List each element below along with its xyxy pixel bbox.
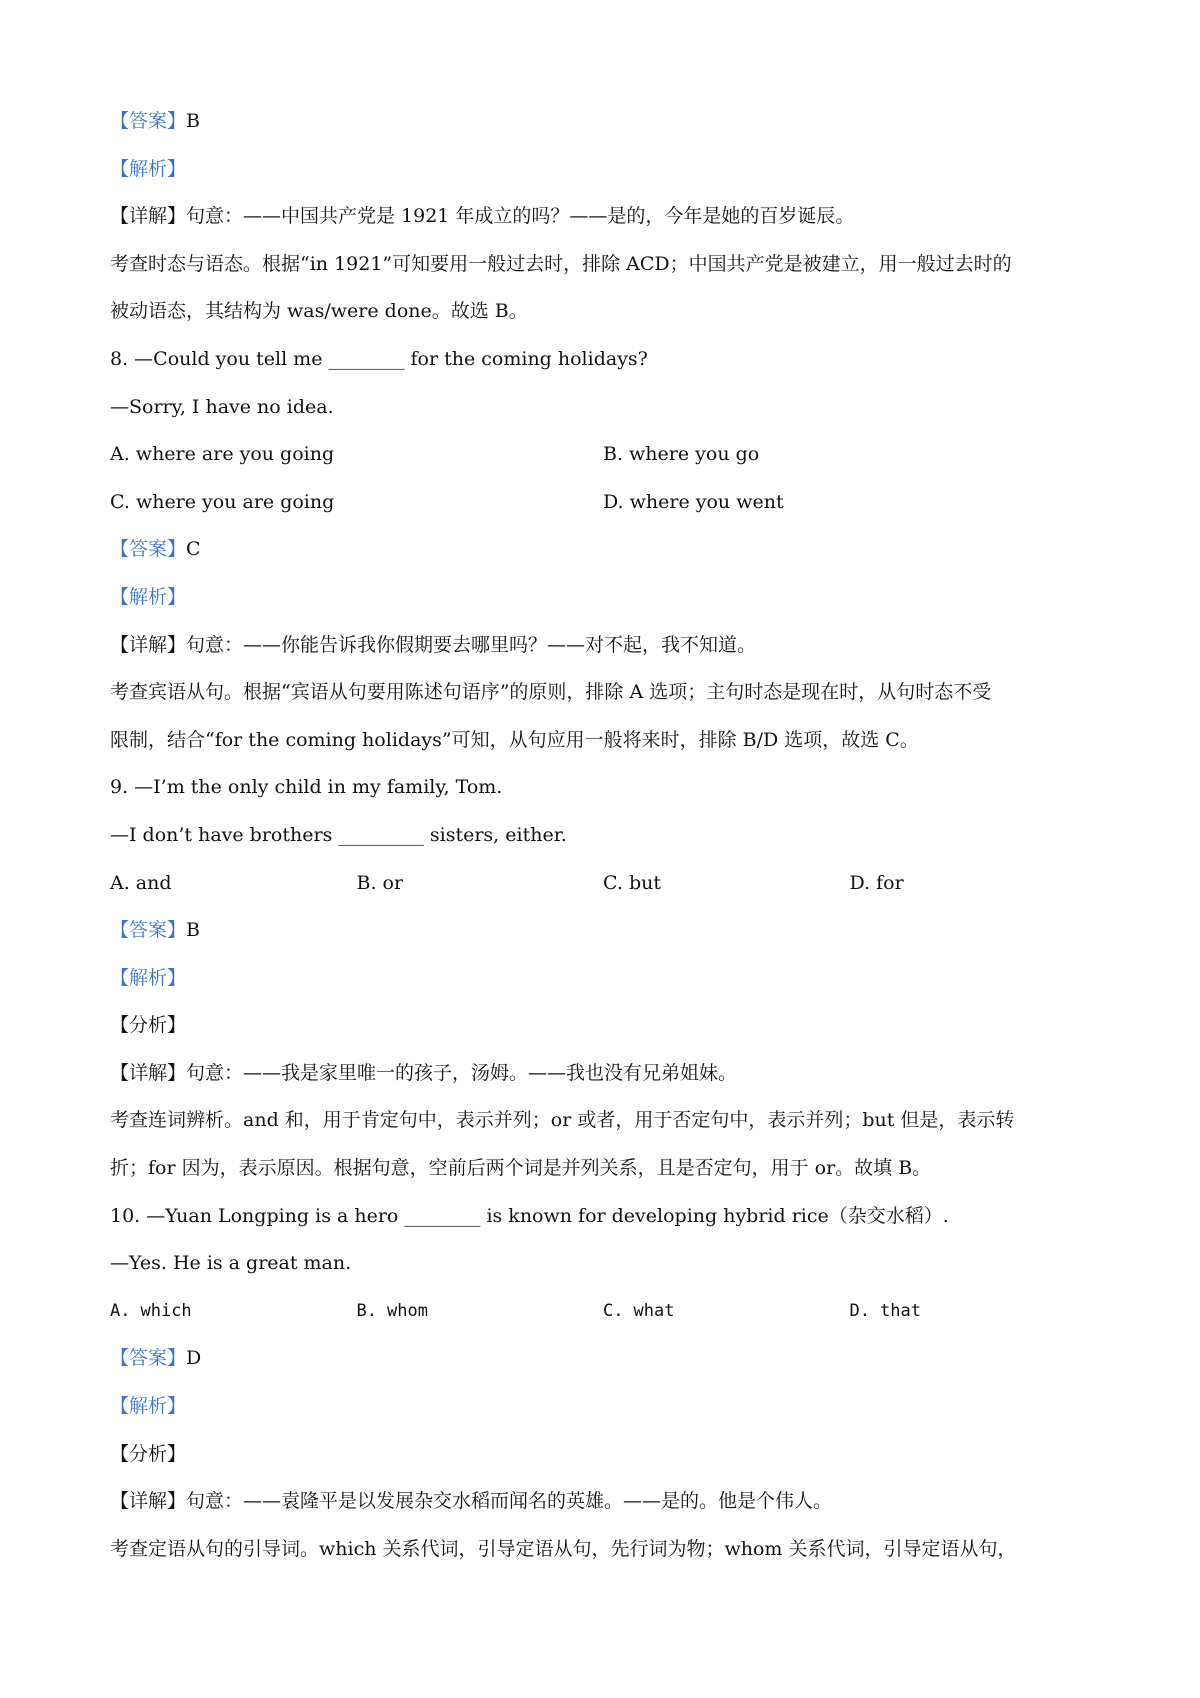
analysis-tag-line <box>110 955 1100 1003</box>
answer-value: C <box>186 538 201 561</box>
options-row <box>110 860 1100 908</box>
answer-value: B <box>186 110 200 132</box>
answer-tag: 【答案】 <box>110 919 187 942</box>
option-item: B. or <box>356 871 404 894</box>
answer-tag: 【答案】 <box>110 538 187 561</box>
option-word: that <box>879 1300 921 1321</box>
answer-tag: 【答案】 <box>110 110 187 132</box>
document-line: 考查连词辨析。and 和，用于肯定句中，表示并列；or 或者，用于否定句中，表示并列；but 但是，表示转 <box>110 1109 1015 1132</box>
document-line: 【详解】句意：——你能告诉我你假期要去哪里吗？——对不起，我不知道。 <box>110 633 757 656</box>
options-row <box>110 431 1100 479</box>
option-letter: D. <box>849 1300 870 1321</box>
analysis-tag-line <box>110 1383 1100 1431</box>
answer-line <box>110 1335 1100 1383</box>
option-item <box>850 1288 1097 1336</box>
document-line: 考查定语从句的引导词。which 关系代词，引导定语从句，先行词为物；whom 关系代词，引导定语从句， <box>110 1537 1017 1560</box>
option-item <box>110 1288 357 1336</box>
option-item: B. where you go <box>603 443 760 466</box>
document-line: 被动语态，其结构为 was/were done。故选 B。 <box>110 300 528 323</box>
option-letter: C. <box>603 1300 624 1321</box>
option-item: C. where you are going <box>110 490 335 513</box>
option-word: whom <box>386 1300 428 1321</box>
options-row <box>110 479 1100 527</box>
option-letter: A. <box>110 1300 131 1321</box>
answer-value: D <box>186 1347 202 1370</box>
document-line: 折；for 因为，表示原因。根据句意，空前后两个词是并列关系，且是否定句，用于 or。故填 B。 <box>110 1157 932 1180</box>
document-line: 【详解】句意：——袁隆平是以发展杂交水稻而闻名的英雄。——是的。他是个伟人。 <box>110 1490 833 1513</box>
analysis-tag-line <box>110 146 1100 194</box>
analysis-tag: 【解析】 <box>110 966 187 989</box>
document-line: 限制，结合“for the coming holidays”可知，从句应用一般将来时，排除 B/D 选项，故选 C。 <box>110 728 919 751</box>
document-page <box>110 98 1100 1573</box>
option-item <box>603 1288 850 1336</box>
option-item <box>357 1288 604 1336</box>
document-line: 考查时态与语态。根据“in 1921”可知要用一般过去时，排除 ACD；中国共产党是被建立，用一般过去时的 <box>110 252 1012 275</box>
option-item: A. and <box>110 871 172 894</box>
answer-value: B <box>186 919 200 942</box>
option-item: C. but <box>603 871 661 894</box>
document-line: 考查宾语从句。根据“宾语从句要用陈述句语序”的原则，排除 A 选项；主句时态是现在时，从句时态不受 <box>110 681 992 704</box>
analysis-tag: 【解析】 <box>110 157 187 180</box>
answer-line <box>110 526 1100 574</box>
answer-line <box>110 98 1100 146</box>
option-word: what <box>633 1300 675 1321</box>
document-line: 10. —Yuan Longping is a hero ________ is known for developing hybrid rice（杂交水稻）. <box>110 1204 949 1227</box>
document-line: 【详解】句意：——中国共产党是 1921 年成立的吗？——是的，今年是她的百岁诞辰。 <box>110 205 855 228</box>
analysis-tag-line <box>110 574 1100 622</box>
document-line: —Yes. He is a great man. <box>110 1252 352 1275</box>
document-line: 【分析】 <box>110 1014 187 1037</box>
option-item: D. for <box>849 871 904 894</box>
options-row <box>110 1288 1100 1336</box>
option-item: D. where you went <box>603 490 784 513</box>
answer-line <box>110 907 1100 955</box>
document-line: 【分析】 <box>110 1442 187 1465</box>
document-line: 【详解】句意：——我是家里唯一的孩子，汤姆。——我也没有兄弟姐妹。 <box>110 1061 738 1084</box>
analysis-tag: 【解析】 <box>110 585 187 608</box>
document-line: 9. —I’m the only child in my family, Tom. <box>110 776 503 799</box>
option-item: A. where are you going <box>110 443 335 466</box>
answer-tag: 【答案】 <box>110 1347 187 1370</box>
option-word: which <box>140 1300 192 1321</box>
document-line: —Sorry, I have no idea. <box>110 395 334 418</box>
analysis-tag: 【解析】 <box>110 1395 187 1418</box>
document-line: —I don’t have brothers _________ sisters, either. <box>110 823 567 846</box>
option-letter: B. <box>356 1300 377 1321</box>
document-line: 8. —Could you tell me ________ for the coming holidays? <box>110 347 648 370</box>
